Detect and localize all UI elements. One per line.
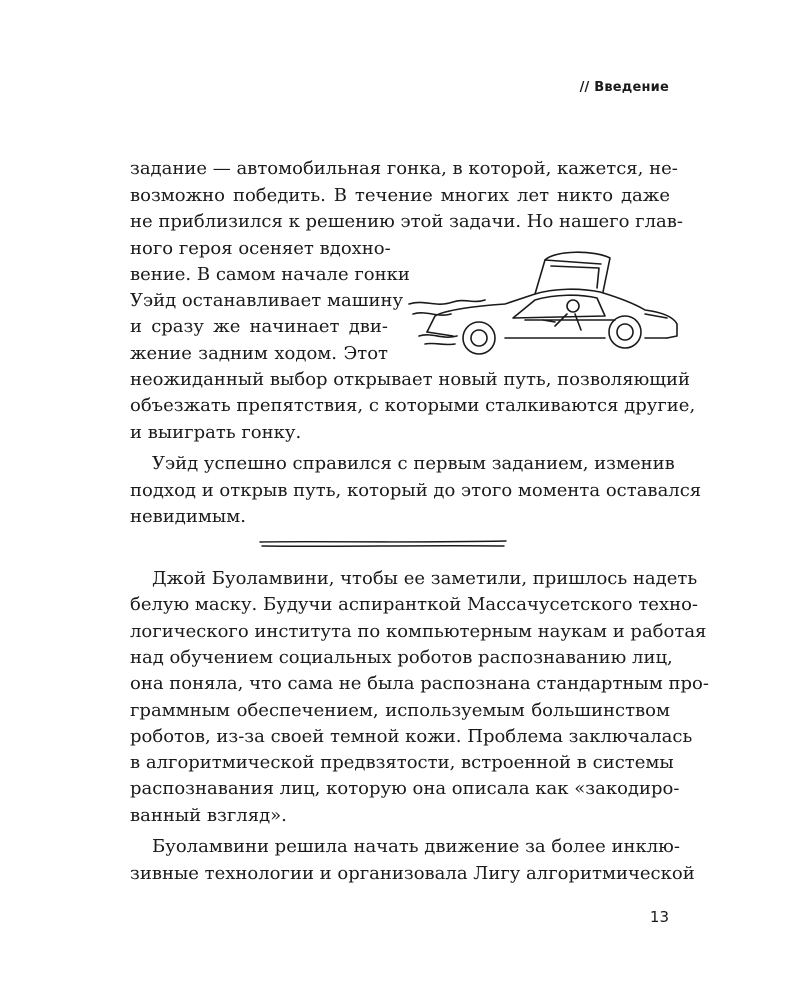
text-line: не приблизился к решению этой задачи. Но нашего глав- bbox=[130, 211, 683, 232]
section-divider bbox=[258, 538, 508, 550]
text-line: Уэйд успешно справился с первым заданием, изменив bbox=[152, 453, 675, 474]
text-line: ванный взгляд». bbox=[130, 805, 287, 826]
text-line: Джой Буоламвини, чтобы ее заметили, пришлось надеть bbox=[152, 568, 698, 589]
text-line: над обучением социальных роботов распознаванию лиц, bbox=[130, 647, 673, 668]
text-line: распознавания лиц, которую она описала как «закодиро- bbox=[130, 778, 680, 799]
text-line: жение задним ходом. Этот bbox=[130, 343, 388, 364]
text-line: вение. В самом начале гонки bbox=[130, 264, 410, 285]
text-line: Уэйд останавливает машину bbox=[130, 290, 404, 311]
text-line: белую маску. Будучи аспиранткой Массачусетского техно- bbox=[130, 594, 699, 615]
page-number: 13 bbox=[649, 908, 669, 926]
text-line: задание — автомобильная гонка, в которой, кажется, не- bbox=[130, 158, 678, 179]
text-line: Буоламвини решила начать движение за более инклю- bbox=[152, 836, 680, 857]
text-line: зивные технологии и организовала Лигу алгоритмической bbox=[130, 863, 695, 884]
text-line: неожиданный выбор открывает новый путь, позволяющий bbox=[130, 369, 690, 390]
text-line: она поняла, что сама не была распознана стандартным про- bbox=[130, 673, 709, 694]
text-line: объезжать препятствия, с которыми сталкиваются другие, bbox=[130, 395, 696, 416]
car-illustration-icon bbox=[405, 244, 685, 362]
text-line: подход и открыв путь, который до этого момента оставался bbox=[130, 480, 702, 501]
text-line: ного героя осеняет вдохно- bbox=[130, 238, 391, 259]
running-header: // Введение bbox=[579, 80, 669, 95]
text-line: возможно победить. В течение многих лет никто даже bbox=[130, 185, 670, 206]
text-line: невидимым. bbox=[130, 506, 246, 527]
text-line: роботов, из-за своей темной кожи. Проблема заключалась bbox=[130, 726, 693, 747]
text-line: и сразу же начинает дви- bbox=[130, 316, 388, 337]
text-line: граммным обеспечением, используемым большинством bbox=[130, 700, 670, 721]
text-line: в алгоритмической предвзятости, встроенной в системы bbox=[130, 752, 674, 773]
text-line: логического института по компьютерным наукам и работая bbox=[130, 621, 707, 642]
text-line: и выиграть гонку. bbox=[130, 422, 302, 443]
